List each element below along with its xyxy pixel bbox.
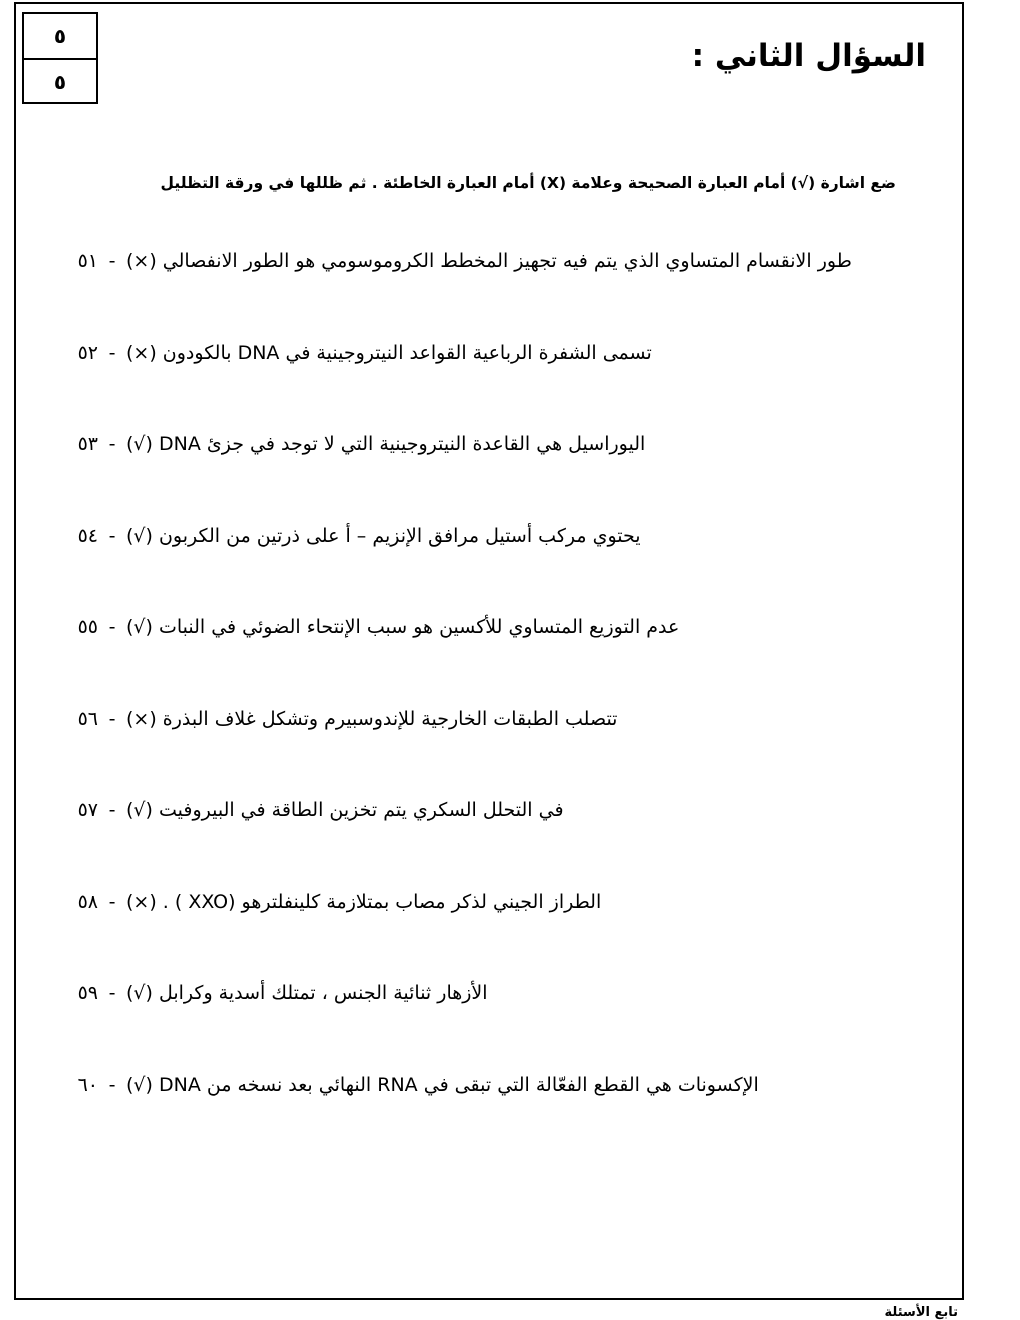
score-box	[22, 12, 98, 104]
score-bottom: ٥	[53, 70, 67, 94]
list-item	[66, 1062, 946, 1154]
list-item	[66, 238, 946, 330]
list-item	[66, 513, 946, 605]
item-dash: -	[108, 982, 116, 1004]
item-text: الطراز الجيني لذكر مصاب بمتلازمة كلينفلترهو (XXO ) . (×)	[126, 890, 602, 913]
item-text: عدم التوزيع المتساوي للأكسين هو سبب الإنتحاء الضوئي في النبات (√)	[126, 616, 680, 638]
item-text: طور الانقسام المتساوي الذي يتم فيه تجهيز المخطط الكروموسومي هو الطور الانفصالي (×)	[126, 250, 852, 272]
list-item	[66, 879, 946, 971]
instructions: ضع اشارة (√) أمام العبارة الصحيحة وعلامة (X) أمام العبارة الخاطئة . ثم ظللها في ورقة التظليل	[160, 174, 896, 192]
footer-text: تابع الأسئلة	[884, 1305, 958, 1320]
list-item	[66, 970, 946, 1062]
item-number: ٥٥	[77, 616, 98, 638]
list-item	[66, 696, 946, 788]
list-item	[66, 421, 946, 513]
item-text: الإكسونات هي القطع الفعّالة التي تبقى في RNA النهائي بعد نسخه من DNA (√)	[126, 1073, 759, 1096]
list-item	[66, 330, 946, 422]
item-text: يحتوي مركب أستيل مرافق الإنزيم – أ على ذرتين من الكربون (√)	[126, 524, 641, 547]
item-number: ٥١	[77, 250, 98, 272]
item-number: ٥٢	[77, 341, 98, 364]
item-dash: -	[108, 341, 116, 364]
item-dash: -	[108, 524, 116, 547]
item-dash: -	[108, 707, 116, 730]
item-dash: -	[108, 799, 116, 821]
item-number: ٥٦	[77, 707, 98, 730]
item-dash: -	[108, 1073, 116, 1096]
item-number: ٦٠	[77, 1073, 98, 1096]
item-text: الأزهار ثنائية الجنس ، تمتلك أسدية وكرابل (√)	[126, 982, 488, 1004]
items-list	[66, 238, 946, 1153]
item-number: ٥٩	[77, 982, 98, 1004]
list-item	[66, 787, 946, 879]
score-top: ٥	[24, 14, 96, 60]
item-text: تتصلب الطبقات الخارجية للإندوسبيرم وتشكل غلاف البذرة (×)	[126, 707, 618, 730]
item-dash: -	[108, 250, 116, 272]
question-title: السؤال الثاني :	[691, 38, 926, 74]
item-number: ٥٧	[77, 799, 98, 821]
item-dash: -	[108, 616, 116, 638]
item-dash: -	[108, 890, 116, 913]
item-text: في التحلل السكري يتم تخزين الطاقة في البيروفيت (√)	[126, 799, 564, 821]
item-text: اليوراسيل هي القاعدة النيتروجينية التي لا توجد في جزئ DNA (√)	[126, 433, 646, 455]
item-number: ٥٣	[77, 433, 98, 455]
item-number: ٥٨	[77, 890, 98, 913]
list-item	[66, 604, 946, 696]
item-text: تسمى الشفرة الرباعية القواعد النيتروجينية في DNA بالكودون (×)	[126, 341, 652, 364]
item-number: ٥٤	[77, 524, 98, 547]
item-dash: -	[108, 433, 116, 455]
